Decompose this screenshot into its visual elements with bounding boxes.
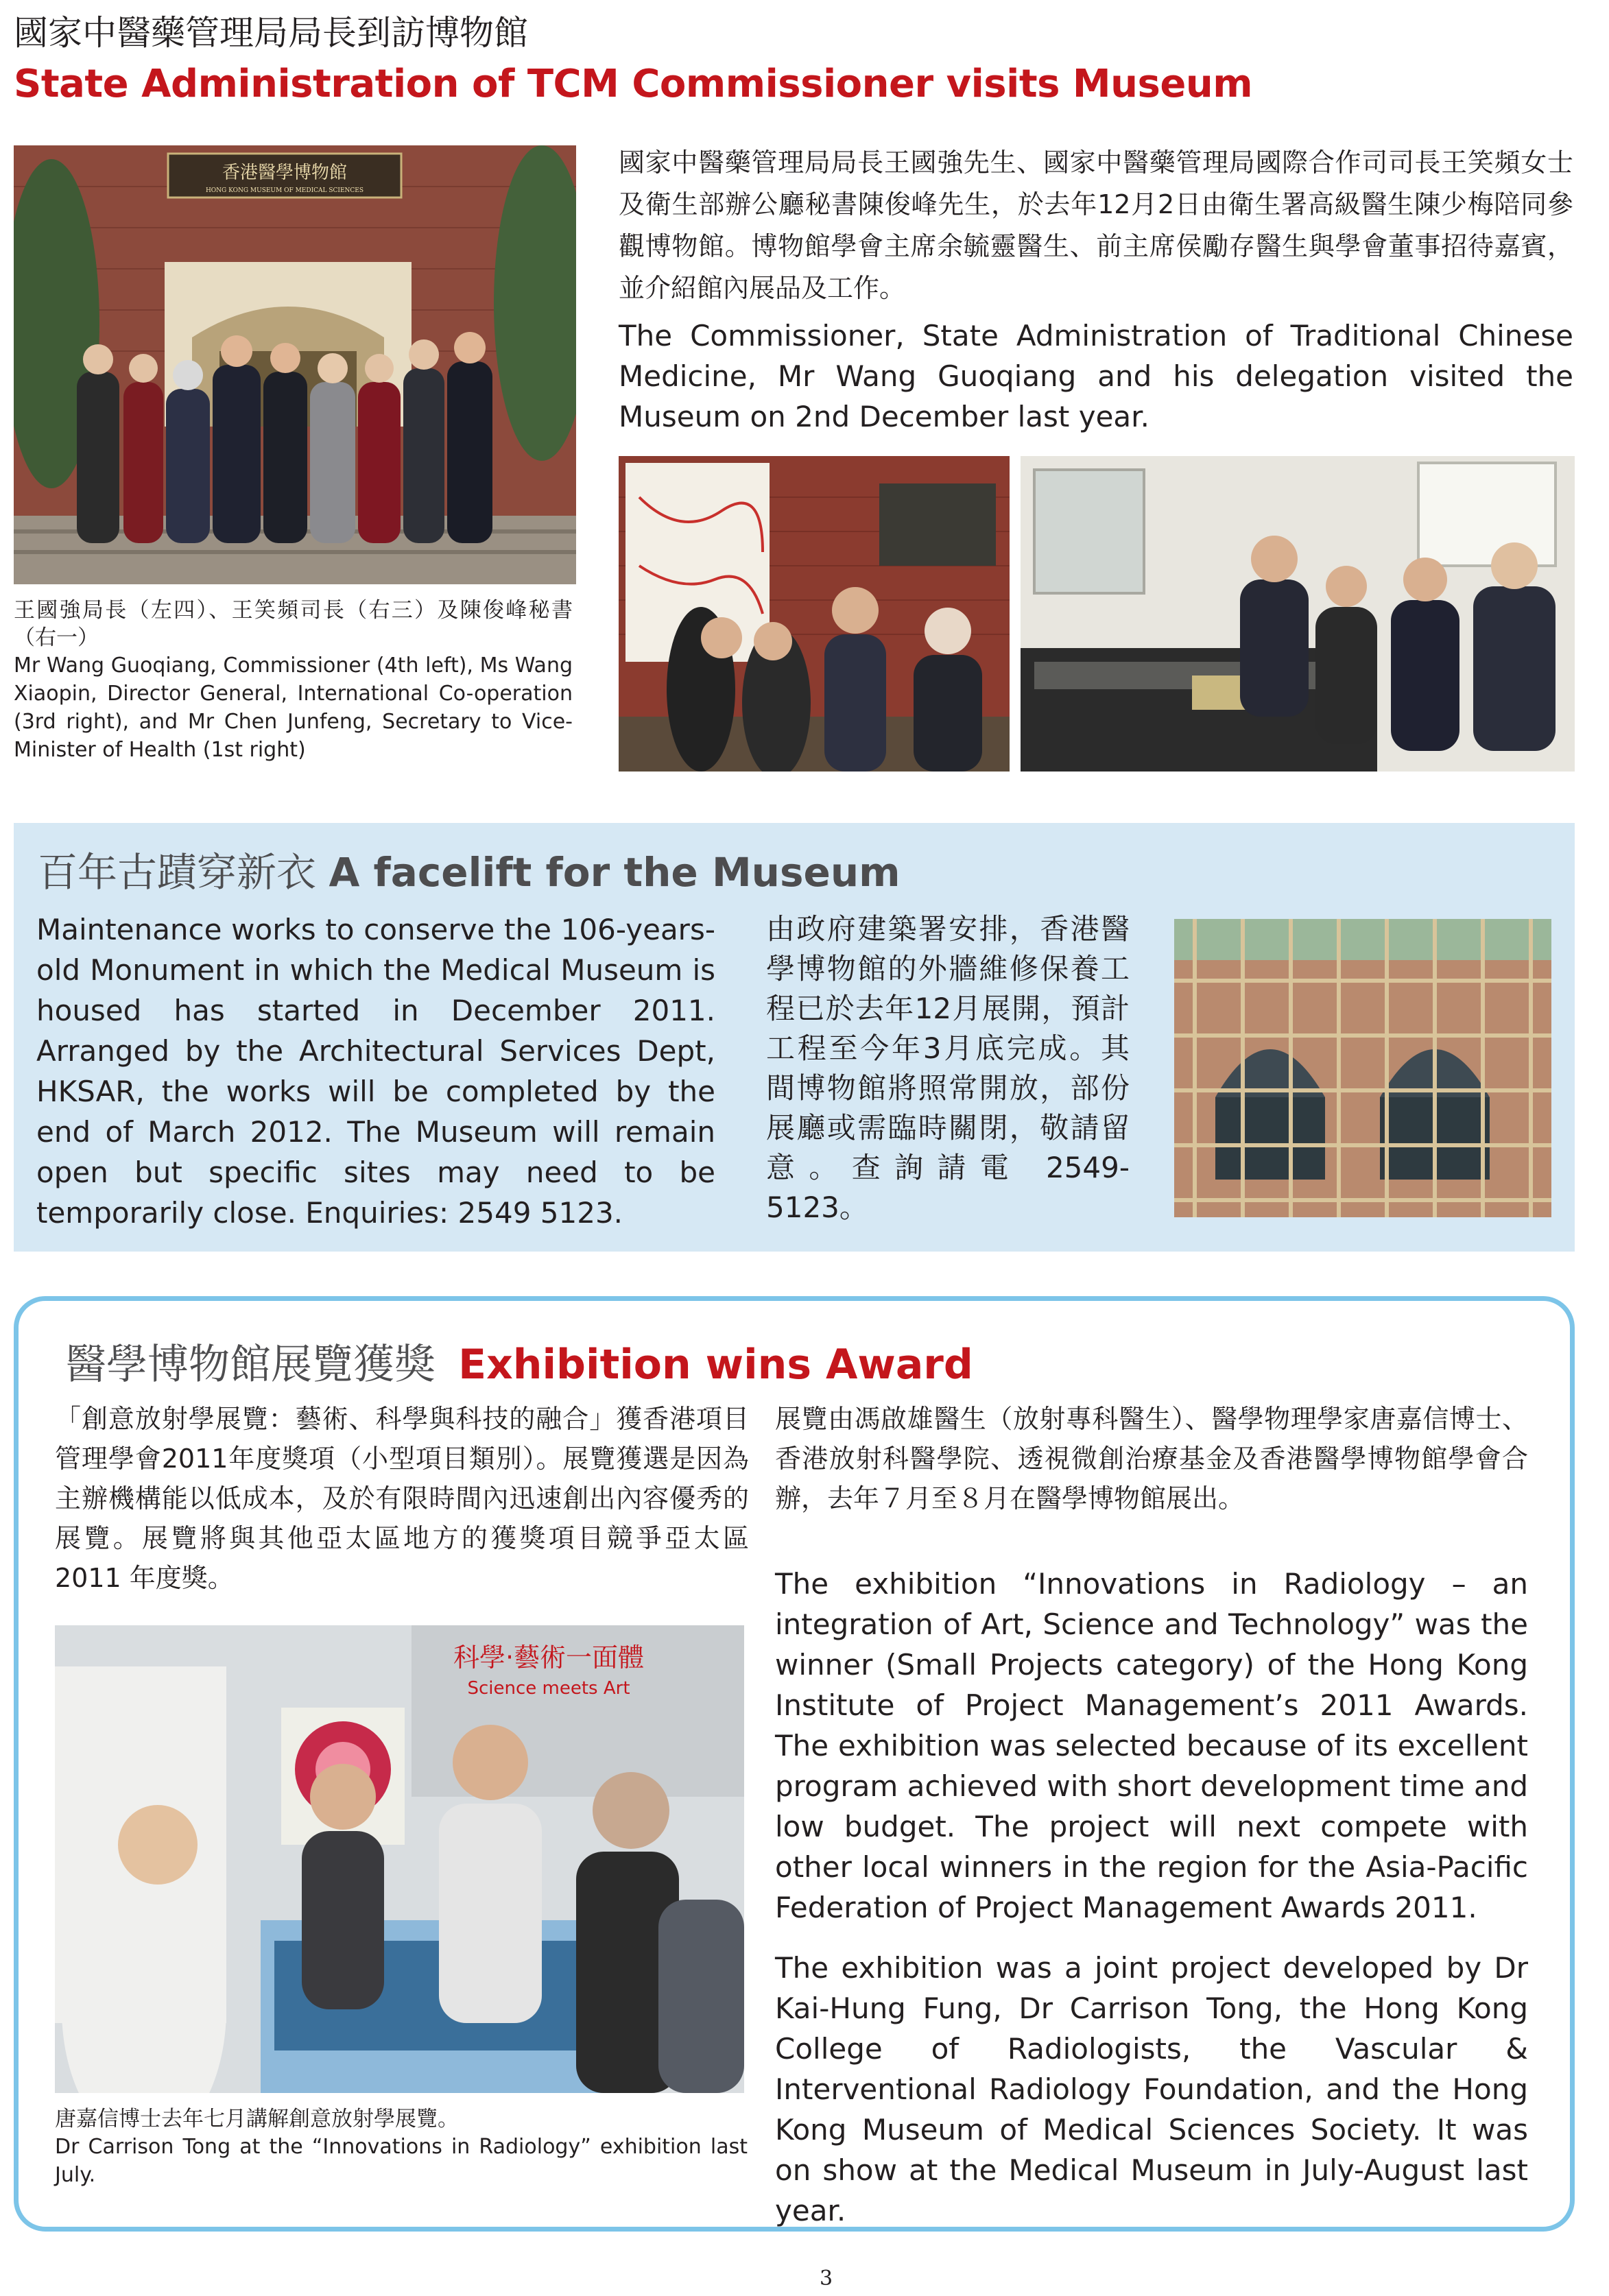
visit-body-en: The Commissioner, State Administration of Traditional Chinese Medicine, Mr Wang Guoqiang and his delegation visited the Museum on 2nd December last year. [619,319,1573,433]
museum-sign: 香港醫學博物館 [222,163,348,183]
svg-text:Science meets Art: Science meets Art [467,1678,630,1699]
scaffolding-photo [1174,919,1551,1217]
svg-text:HONG KONG MUSEUM OF MEDICAL SC: HONG KONG MUSEUM OF MEDICAL SCIENCES [205,187,364,194]
facelift-title [38,840,901,898]
headline-zh: 國家中醫藥管理局局長到訪博物館 [14,13,528,53]
facelift-body-zh: 由政府建築署安排，香港醫學博物館的外牆維修保養工程已於去年12月展開，預計工程至今年3月底完成。其間博物館將照常開放，部份展廳或需臨時關閉，敬請留意。查詢請電 2549-5123。 [766,912,1130,1224]
award-body-zh-left: 「創意放射學展覽：藝術、科學與科技的融合」獲香港項目管理學會2011年度獎項（小型項目類別）。展覽獲選是因為主辦機構能以低成本，及於有限時間內迅速創出內容優秀的展覽。展覽將與其他亞太區地方的獲獎項目競爭亞太區 2011 年度獎。 [55,1404,749,1593]
group-photo [14,145,576,584]
page-number: 3 [820,2267,833,2291]
award-body-en-1: The exhibition “Innovations in Radiology – an integration of Art, Science and Technology” was the winner (Small Projects category) of the Hong Kong Institute of Project Management’s 2011 Awards. The exhibition was selected because of its excellent program achieved with short development time and low budget. The project will next compete with other local winners in the region for the Asia-Pacific Federation of Project Management Awards 2011. [775,1567,1528,1924]
exhibition-caption-en: Dr Carrison Tong at the “Innovations in Radiology” exhibition last July. [55,2135,748,2187]
exhibition-photo [55,1625,744,2093]
headline-en: State Administration of TCM Commissioner visits Museum [14,62,1253,106]
award-title-zh: 醫學博物館展覽獲獎 [65,1341,436,1389]
lab-visit-photo [1021,456,1575,772]
visit-body-zh: 國家中醫藥管理局局長王國強先生、國家中醫藥管理局國際合作司司長王笑頻女士及衛生部辦公廳秘書陳俊峰先生，於去年12月2日由衛生署高級醫生陳少梅陪同參觀博物館。博物館學會主席余毓靈醫生、前主席侯勵存醫生與學會董事招待嘉賓，並介紹館內展品及工作。 [619,147,1573,303]
award-title [65,1332,973,1391]
award-title-en: Exhibition wins Award [458,1341,973,1389]
guided-tour-photo [619,456,1010,772]
facelift-body-en: Maintenance works to conserve the 106-years-old Monument in which the Medical Museum is housed has started in December 2011. Arranged by the Architectural Services Dept, HKSAR, the works will be completed by the end of March 2012. The Museum will remain open but specific sites may need to be temporarily close. Enquiries: 2549 5123. [36,913,715,1230]
facelift-title-en: A facelift for the Museum [329,849,901,896]
facelift-title-zh: 百年古蹟穿新衣 [38,849,317,896]
award-body-zh-right: 展覽由馮啟雄醫生（放射專科醫生）、醫學物理學家唐嘉信博士、香港放射科醫學院、透視微創治療基金及香港醫學博物館學會合辦，去年７月至８月在醫學博物館展出。 [775,1404,1528,1514]
exhibition-caption-zh: 唐嘉信博士去年七月講解創意放射學展覽。 [55,2107,459,2131]
award-body-en-2: The exhibition was a joint project developed by Dr Kai-Hung Fung, Dr Carrison Tong, the Hong Kong College of Radiologists, the Vascular & Interventional Radiology Foundation, and the Hong Kong Museum of Medical Sciences Society. It was on show at the Medical Museum in July-August last year. [775,1951,1528,2227]
exhibition-sign: 科學‧藝術一面體 [453,1642,645,1673]
group-photo-caption-en: Mr Wang Guoqiang, Commissioner (4th left), Ms Wang Xiaopin, Director General, International Co-operation (3rd right), and Mr Chen Junfeng, Secretary to Vice-Minister of Health (1st right) [14,654,573,762]
group-photo-caption-zh: 王國強局長（左四）、王笑頻司長（右三）及陳俊峰秘書（右一） [14,598,573,650]
